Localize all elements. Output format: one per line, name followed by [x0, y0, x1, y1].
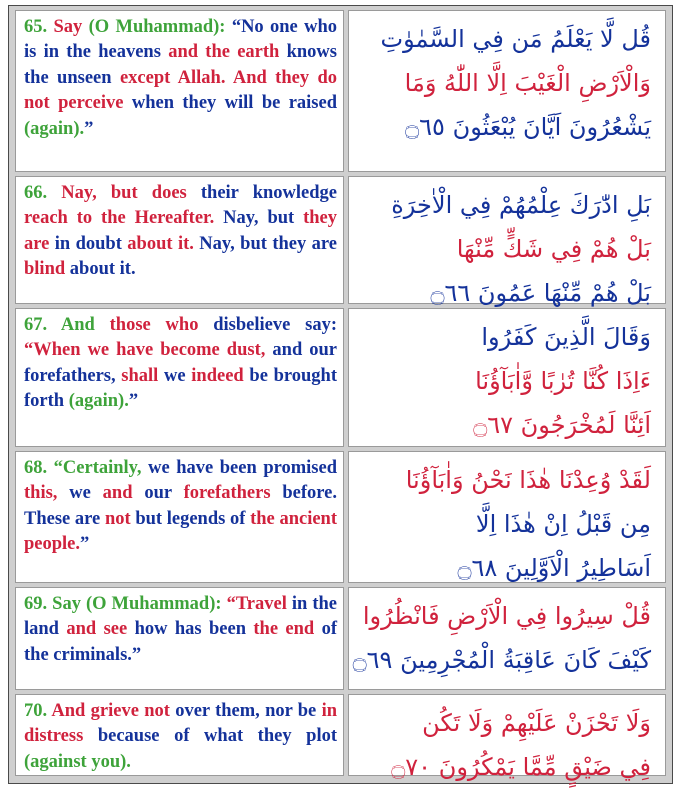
text-segment: 66. — [24, 183, 62, 203]
arabic-line — [359, 17, 651, 61]
text-segment: فِي ضَيْقٍ مِّمَّا يَمْكُرُونَ ۝٧٠ — [391, 753, 651, 781]
text-segment: this, — [24, 483, 58, 504]
text-segment: 68. “Certainly, — [24, 458, 149, 478]
text-segment: about it. — [127, 233, 194, 254]
text-segment: their knowledge — [186, 183, 338, 203]
text-segment: and — [168, 42, 199, 63]
text-segment: وَقَالَ الَّذِينَ كَفَرُوا — [481, 323, 651, 351]
arabic-line — [359, 502, 651, 546]
text-segment: Nay, but — [214, 208, 304, 229]
english-translation-69 — [15, 587, 344, 690]
arabic-line — [359, 701, 651, 745]
text-segment: كَيْفَ كَانَ عَاقِبَةُ الْمُجْرِمِينَ ۝٦٩ — [352, 646, 651, 674]
arabic-text-70 — [348, 694, 666, 781]
text-segment: in doubt — [49, 233, 128, 254]
text-segment: (O Muhammad): — [82, 17, 232, 37]
arabic-text-68 — [348, 451, 666, 583]
text-segment: ” — [80, 534, 90, 555]
english-translation-67 — [15, 308, 344, 447]
text-segment: بَلْ هُمْ فِي شَكٍّ مِّنْهَا — [456, 235, 651, 263]
text-segment: forefathers — [183, 483, 271, 504]
text-segment: reach to the Hereafter. — [24, 208, 215, 229]
text-segment: ” — [128, 391, 139, 412]
text-segment: but legends of — [130, 508, 251, 529]
text-segment: knows the unseen — [24, 42, 337, 88]
text-segment: not — [104, 508, 131, 529]
text-segment: وَلَا تَحْزَنْ عَلَيْهِمْ وَلَا تَكُن — [422, 709, 651, 737]
text-segment: how has been — [127, 619, 254, 640]
text-segment: (again). — [68, 391, 129, 412]
arabic-line — [352, 638, 651, 682]
english-translation-66 — [15, 176, 344, 304]
arabic-text-67 — [348, 308, 666, 447]
text-segment: يَشْعُرُونَ اَيَّانَ يُبْعَثُونَ ۝٦٥ — [405, 113, 651, 141]
text-segment: of the criminals. — [24, 619, 338, 665]
text-segment: And they do not perceive — [24, 67, 337, 114]
text-segment: “No one who is in the heavens — [24, 17, 337, 63]
text-segment: “When we have become dust, — [24, 340, 266, 361]
verse-row-68 — [15, 451, 666, 583]
text-segment: ءَاِذَا كُنَّا تُرٰبًا وَّاٰبَآؤُنَا — [475, 367, 651, 395]
text-segment: بَلْ هُمْ مِّنْهَا عَمُونَ ۝٦٦ — [430, 279, 651, 307]
arabic-text-65 — [348, 10, 666, 172]
text-segment: we — [158, 365, 192, 386]
text-segment: in the land — [24, 594, 337, 640]
text-segment: “Travel — [226, 594, 287, 614]
arabic-line — [359, 105, 651, 149]
text-segment: Nay, but does — [61, 183, 187, 203]
text-segment: they are — [24, 208, 337, 254]
text-segment: Say — [53, 17, 83, 37]
text-segment: لَقَدْ وُعِدْنَا هٰذَا نَحْنُ وَاٰبَآؤُنَا — [405, 466, 651, 494]
text-segment: the end — [253, 619, 315, 640]
english-translation-65 — [15, 10, 344, 172]
text-segment: (again). — [24, 118, 85, 139]
text-segment: اَئِنَّا لَمُخْرَجُونَ ۝٦٧ — [473, 411, 651, 439]
verse-row-66 — [15, 176, 666, 307]
text-segment: 69. Say (O Muhammad): — [24, 594, 227, 614]
text-segment: our — [132, 483, 184, 504]
text-segment: ” — [131, 644, 142, 665]
arabic-line — [359, 61, 651, 105]
arabic-line — [359, 546, 651, 590]
text-segment: because of what they plot — [83, 726, 337, 747]
text-segment: the ancient people. — [24, 508, 337, 555]
arabic-line — [359, 745, 651, 789]
text-segment: 67. And — [24, 315, 110, 335]
english-translation-70 — [15, 694, 344, 776]
text-segment: we have been promised — [148, 458, 337, 478]
arabic-line — [359, 594, 651, 638]
text-segment: 70. — [24, 701, 52, 721]
text-segment: (against you). — [24, 751, 131, 772]
text-segment: وَالْاَرْضِ الْغَيْبَ اِلَّا اللّٰهُ وَمَا — [404, 69, 651, 97]
text-segment: indeed — [191, 365, 244, 386]
text-segment: blind — [24, 259, 66, 280]
arabic-text-66 — [348, 176, 666, 307]
text-segment: مِن قَبْلُ اِنْ هٰذَا اِلَّا — [475, 510, 651, 538]
text-segment: about it. — [65, 259, 136, 280]
arabic-line — [359, 458, 651, 502]
text-segment: قُلْ سِيرُوا فِي الْاَرْضِ فَانْظُرُوا — [362, 602, 651, 630]
text-segment: over them, nor be — [169, 701, 322, 721]
verse-row-70 — [15, 694, 666, 781]
arabic-line — [359, 183, 651, 227]
text-segment: those who — [109, 315, 199, 335]
text-segment: and our forefathers, — [24, 340, 338, 386]
text-segment: shall — [121, 365, 159, 386]
arabic-text-69 — [348, 587, 666, 690]
text-segment: the earth — [198, 42, 287, 63]
arabic-line — [359, 403, 651, 447]
arabic-line — [359, 359, 651, 403]
text-segment: and see — [66, 619, 128, 640]
arabic-line — [359, 227, 651, 271]
verse-row-69 — [15, 587, 666, 690]
text-segment: قُل لَّا يَعْلَمُ مَن فِي السَّمٰوٰتِ — [380, 25, 651, 53]
text-segment: disbelieve say: — [198, 315, 337, 335]
text-segment: اَسَاطِيرُ الْاَوَّلِينَ ۝٦٨ — [457, 554, 651, 582]
text-segment: we — [57, 483, 103, 504]
text-segment: and — [102, 483, 133, 504]
verses-table — [8, 5, 673, 784]
text-segment: in distress — [24, 701, 337, 747]
text-segment: بَلِ ادّٰرَكَ عِلْمُهُمْ فِي الْاٰخِرَةِ — [391, 191, 651, 219]
text-segment: when they will be raised — [123, 93, 337, 114]
text-segment: 65. — [24, 17, 54, 37]
verse-row-67 — [15, 308, 666, 447]
english-translation-68 — [15, 451, 344, 583]
text-segment: Nay, but they are — [193, 233, 337, 254]
text-segment: before. These are — [24, 483, 337, 529]
text-segment: except Allah. — [111, 67, 233, 88]
arabic-line — [359, 315, 651, 359]
text-segment: be brought forth — [24, 365, 337, 412]
text-segment: ” — [84, 118, 94, 139]
verse-row-65 — [15, 10, 666, 172]
text-segment: And grieve not — [51, 701, 170, 721]
